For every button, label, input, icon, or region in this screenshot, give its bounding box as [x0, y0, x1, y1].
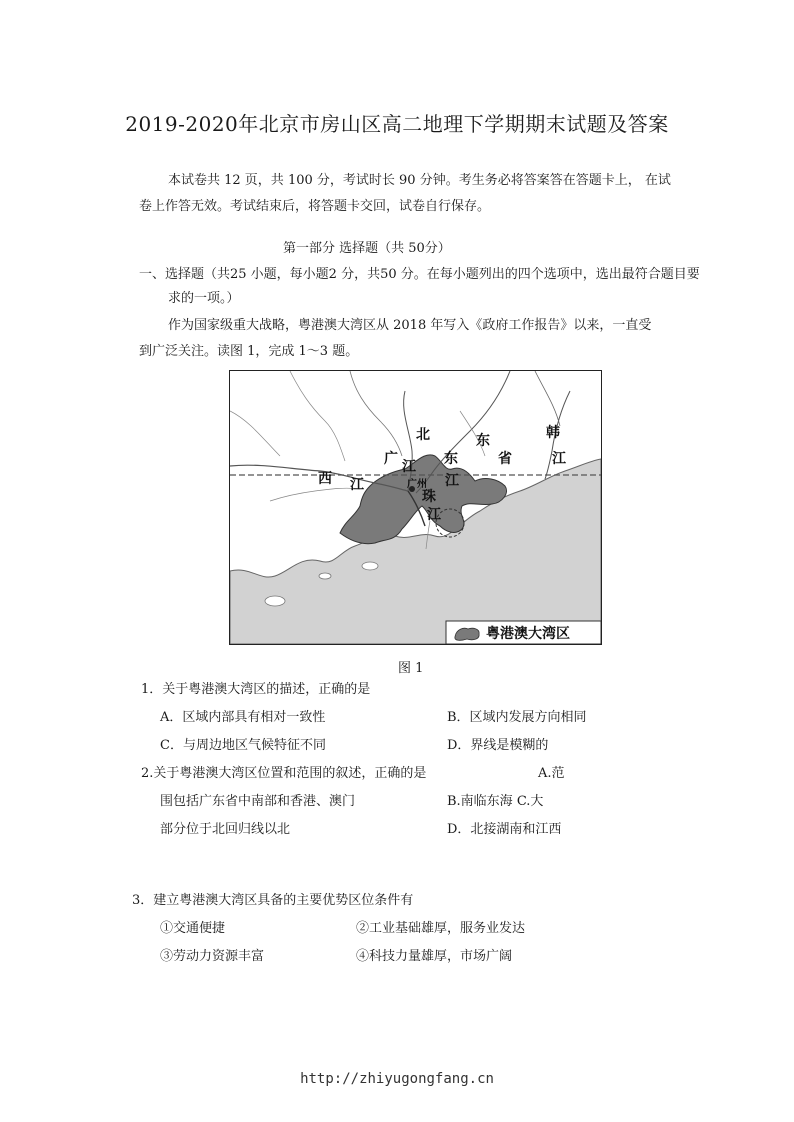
map-svg — [230, 371, 601, 644]
label-sheng: 省 — [498, 451, 512, 467]
label-guang: 广 — [384, 451, 398, 467]
question-3-option-1: ①交通便捷 — [160, 921, 226, 936]
question-3-stem: 3．建立粤港澳大湾区具备的主要优势区位条件有 — [132, 893, 414, 908]
label-han: 韩 — [546, 425, 560, 441]
question-2-line3-right: D．北接湖南和江西 — [447, 822, 562, 837]
label-guangzhou: 广州 — [407, 479, 427, 490]
question-1-option-b: B．区域内发展方向相同 — [447, 710, 587, 725]
figure-caption: 图 1 — [398, 661, 424, 676]
question-1-option-c: C．与周边地区气候特征不同 — [160, 738, 326, 753]
question-2-stem-tail: A.范 — [538, 766, 565, 781]
label-dong2: 东 — [444, 451, 458, 467]
label-bei: 北 — [416, 427, 430, 443]
question-2-line2-right: B.南临东海 C.大 — [447, 794, 544, 809]
instructions-line-1: 一、选择题（共25 小题，每小题2 分，共50 分。在每小题列出的四个选项中，选出最符合题目要 — [139, 267, 700, 282]
label-dong: 东 — [476, 433, 490, 449]
question-1-option-d: D．界线是模糊的 — [447, 738, 549, 753]
instructions-line-2: 求的一项。） — [168, 291, 240, 306]
context-line-2: 到广泛关注。读图 1，完成 1～3 题。 — [139, 344, 359, 359]
label-jiang-a: 江 — [402, 459, 416, 475]
label-jiang-c: 江 — [427, 507, 441, 523]
label-jiang-e: 江 — [552, 451, 566, 467]
question-2-line3-left: 部分位于北回归线以北 — [160, 822, 291, 837]
page-title: 2019-2020年北京市房山区高二地理下学期期末试题及答案 — [125, 112, 669, 136]
question-2-stem: 2.关于粤港澳大湾区位置和范围的叙述，正确的是 — [141, 766, 427, 781]
question-1-stem: 1．关于粤港澳大湾区的描述，正确的是 — [141, 682, 371, 697]
bay-area-map — [229, 370, 602, 645]
intro-line-2: 卷上作答无效。考试结束后，将答题卡交回，试卷自行保存。 — [139, 199, 491, 214]
label-jiang-b: 江 — [350, 477, 364, 493]
question-3-option-3: ③劳动力资源丰富 — [160, 949, 265, 964]
question-2-line2-left: 围包括广东省中南部和香港、澳门 — [160, 794, 356, 809]
question-1-option-a: A．区域内部具有相对一致性 — [160, 710, 326, 725]
footer-url[interactable]: http://zhiyugongfang.cn — [300, 1071, 494, 1087]
label-xi: 西 — [318, 471, 332, 487]
label-jiang-d: 江 — [445, 473, 459, 489]
label-zhu: 珠 — [422, 489, 436, 505]
section-heading: 第一部分 选择题（共 50分） — [283, 241, 451, 256]
question-3-option-4: ④科技力量雄厚，市场广阔 — [356, 949, 513, 964]
question-3-option-2: ②工业基础雄厚，服务业发达 — [356, 921, 526, 936]
legend-label: 粤港澳大湾区 — [486, 626, 570, 642]
map-legend — [446, 621, 601, 644]
intro-line-1: 本试卷共 12 页，共 100 分，考试时长 90 分钟。考生务必将答案答在答题卡上， 在试 — [168, 173, 671, 188]
context-line-1: 作为国家级重大战略，粤港澳大湾区从 2018 年写入《政府工作报告》以来，一直受 — [168, 318, 652, 333]
